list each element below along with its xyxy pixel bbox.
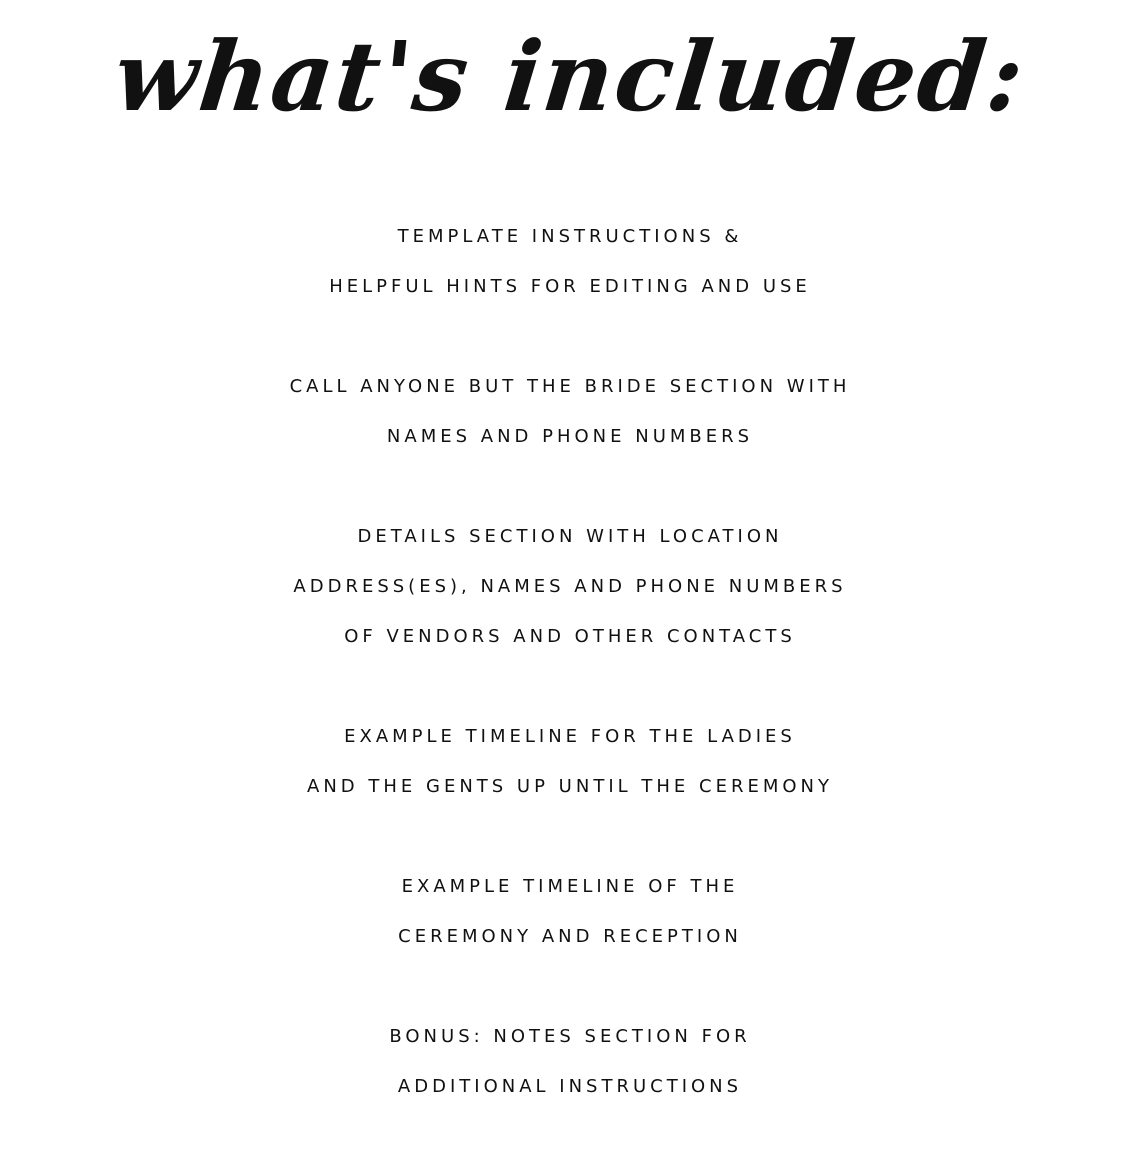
list-item-line: NAMES AND PHONE NUMBERS [386,426,754,447]
included-list [0,212,1140,1162]
list-item-line: ADDITIONAL INSTRUCTIONS [397,1076,743,1097]
list-item-line: AND THE GENTS UP UNTIL THE CEREMONY [307,776,833,797]
list-item-line: CALL ANYONE BUT THE BRIDE SECTION WITH [289,376,851,397]
list-item-line: HELPFUL HINTS FOR EDITING AND USE [329,276,811,297]
list-item-details [0,512,1140,662]
list-item-line: DETAILS SECTION WITH LOCATION [357,526,783,547]
list-item-line: EXAMPLE TIMELINE OF THE [401,876,739,897]
list-item-line: CEREMONY AND RECEPTION [398,926,742,947]
list-item-ladies-gents-timeline [0,712,1140,812]
list-item-line: BONUS: NOTES SECTION FOR [389,1026,751,1047]
list-item-line: OF VENDORS AND OTHER CONTACTS [344,626,796,647]
list-item-bonus-notes [0,1012,1140,1112]
list-item-call-anyone [0,362,1140,462]
list-item-ceremony-timeline [0,862,1140,962]
list-item-line: TEMPLATE INSTRUCTIONS & [397,226,743,247]
page-title: what's included: [109,20,1031,133]
list-item-line: ADDRESS(ES), NAMES AND PHONE NUMBERS [293,576,847,597]
list-item-instructions [0,212,1140,312]
list-item-line: EXAMPLE TIMELINE FOR THE LADIES [344,726,796,747]
